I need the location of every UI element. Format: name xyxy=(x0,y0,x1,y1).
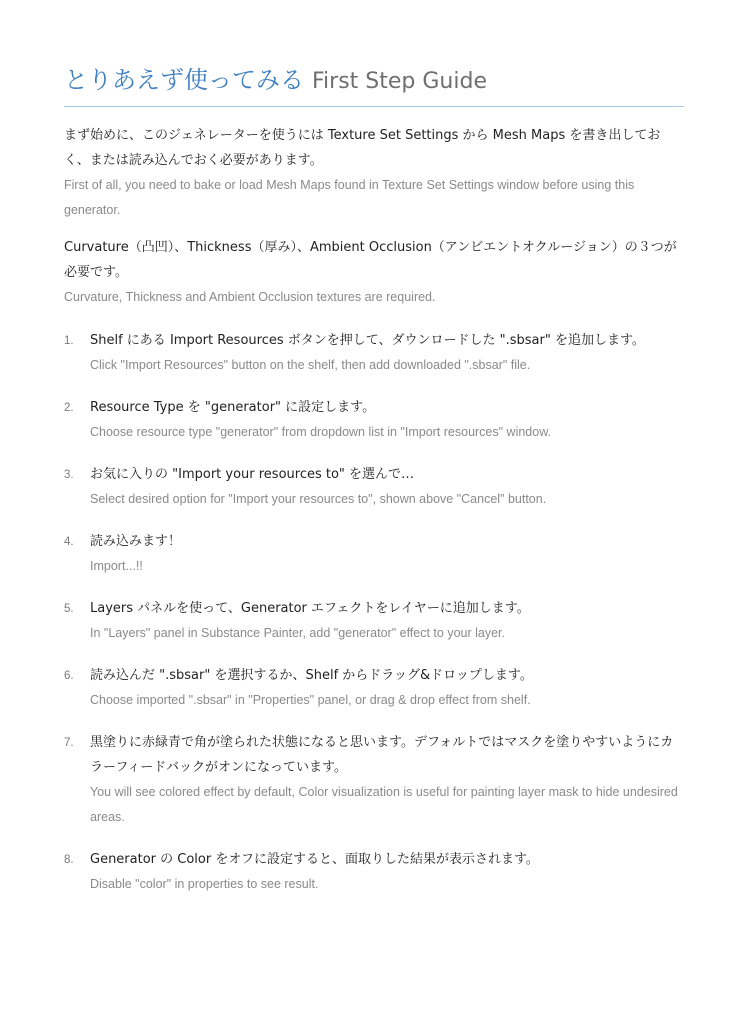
title-divider xyxy=(64,106,684,107)
step-text-english: Choose resource type "generator" from dropdown list in "Import resources" window. xyxy=(90,425,552,439)
intro-text-japanese: Curvature（凸凹）、Thickness（厚み）、Ambient Occlusion（アンビエントオクルージョン）の３つが必要です。 xyxy=(64,240,677,280)
step-number: 4. xyxy=(64,536,74,548)
step-number: 8. xyxy=(64,854,74,866)
intro-text-english: Curvature, Thickness and Ambient Occlusion textures are required. xyxy=(64,290,436,304)
step-item xyxy=(64,328,684,378)
intro-paragraph xyxy=(64,123,684,223)
steps-list xyxy=(64,328,684,897)
step-text-japanese: Generator の Color をオフに設定すると、面取りした結果が表示されます。 xyxy=(90,852,539,867)
step-text-english: In "Layers" panel in Substance Painter, add "generator" effect to your layer. xyxy=(90,626,505,640)
step-item xyxy=(64,596,684,646)
step-text-english: You will see colored effect by default, Color visualization is useful for painting layer mask to hide undesired areas. xyxy=(90,785,678,824)
intro-section xyxy=(64,123,684,310)
step-text-japanese: お気に入りの "Import your resources to" を選んで… xyxy=(90,467,415,482)
step-text-english: Click "Import Resources" button on the shelf, then add downloaded ".sbsar" file. xyxy=(90,358,531,372)
step-number: 2. xyxy=(64,402,74,414)
step-text-japanese: Resource Type を "generator" に設定します。 xyxy=(90,400,376,415)
step-number: 7. xyxy=(64,737,74,749)
step-number: 5. xyxy=(64,603,74,615)
intro-text-japanese: まず始めに、このジェネレーターを使うには Texture Set Settings から Mesh Maps を書き出しておく、または読み込んでおく必要があります。 xyxy=(64,128,661,168)
step-item xyxy=(64,847,684,897)
page-title xyxy=(64,62,684,98)
step-item xyxy=(64,663,684,713)
step-number: 3. xyxy=(64,469,74,481)
step-text-english: Select desired option for "Import your resources to", shown above "Cancel" button. xyxy=(90,492,547,506)
intro-text-english: First of all, you need to bake or load Mesh Maps found in Texture Set Settings window before using this generator. xyxy=(64,178,635,217)
step-text-japanese: 黒塗りに赤緑青で角が塗られた状態になると思います。デフォルトではマスクを塗りやすいようにカラーフィードバックがオンになっています。 xyxy=(90,735,674,775)
step-text-japanese: 読み込んだ ".sbsar" を選択するか、Shelf からドラッグ&ドロップします。 xyxy=(90,668,533,683)
title-japanese: とりあえず使ってみる xyxy=(64,66,304,94)
step-number: 1. xyxy=(64,335,74,347)
step-text-japanese: Shelf にある Import Resources ボタンを押して、ダウンロードした ".sbsar" を追加します。 xyxy=(90,333,645,348)
step-item xyxy=(64,395,684,445)
step-text-english: Disable "color" in properties to see result. xyxy=(90,877,319,891)
title-english: First Step Guide xyxy=(312,69,487,94)
step-item xyxy=(64,730,684,830)
step-item xyxy=(64,462,684,512)
step-number: 6. xyxy=(64,670,74,682)
step-text-english: Import...!! xyxy=(90,559,143,573)
step-item xyxy=(64,529,684,579)
step-text-english: Choose imported ".sbsar" in "Properties" panel, or drag & drop effect from shelf. xyxy=(90,693,531,707)
document-page xyxy=(64,62,684,914)
step-text-japanese: 読み込みます！ xyxy=(90,534,182,549)
intro-paragraph xyxy=(64,235,684,310)
step-text-japanese: Layers パネルを使って、Generator エフェクトをレイヤーに追加します。 xyxy=(90,601,530,616)
